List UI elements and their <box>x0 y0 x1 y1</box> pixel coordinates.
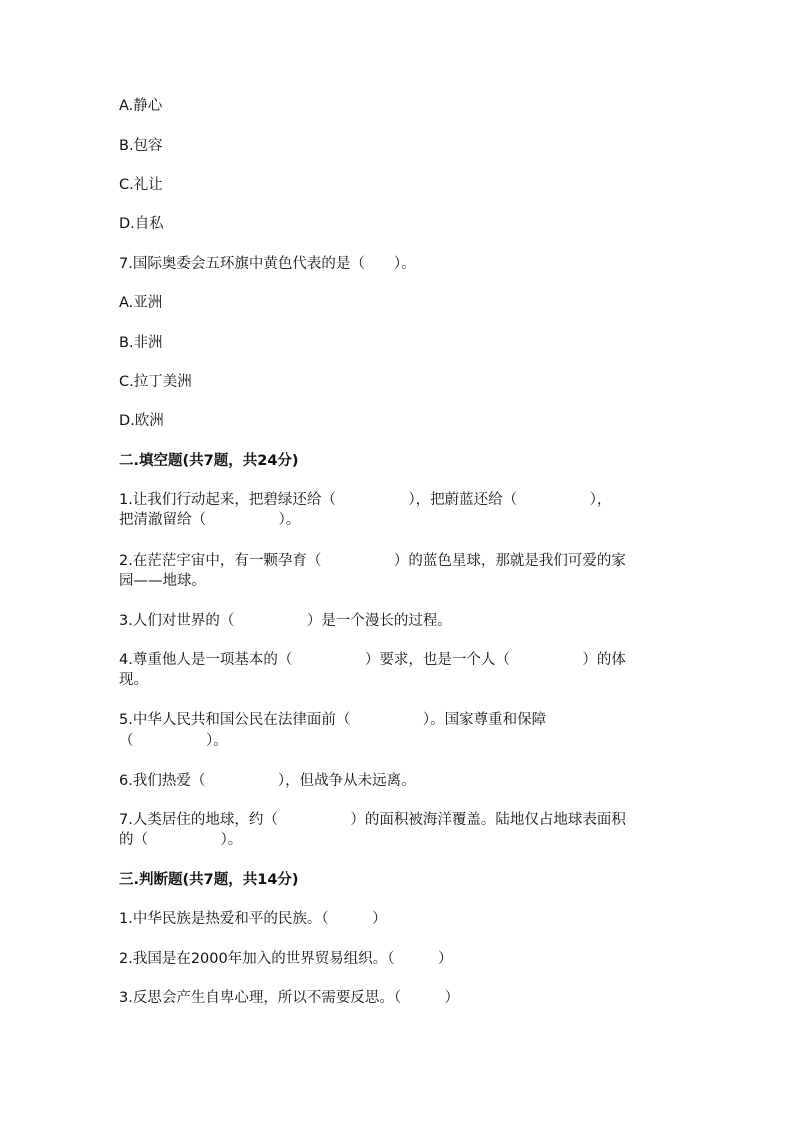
section-2-heading: 二.填空题(共7题，共24分) <box>119 453 299 469</box>
fill-q1-line1: 1.让我们行动起来，把碧绿还给（ ），把蔚蓝还给（ ）， <box>119 492 612 508</box>
fill-q7-line2: 的（ ）。 <box>119 832 243 848</box>
fill-q6-line1: 6.我们热爱（ ），但战争从未远离。 <box>119 773 416 789</box>
fill-q4-line2: 现。 <box>119 672 148 688</box>
option-q6-c: C.礼让 <box>119 177 163 193</box>
fill-q4-line1: 4.尊重他人是一项基本的（ ）要求，也是一个人（ ）的体 <box>119 652 626 668</box>
option-q6-b: B.包容 <box>119 138 163 154</box>
fill-q2-line2: 园——地球。 <box>119 573 206 589</box>
question-7-choice: 7.国际奥委会五环旗中黄色代表的是（ ）。 <box>119 256 416 272</box>
judge-q1: 1.中华民族是热爱和平的民族。（ ） <box>119 911 387 927</box>
judge-q3: 3.反思会产生自卑心理，所以不需要反思。（ ） <box>119 990 460 1006</box>
option-q6-d: D.自私 <box>119 216 164 232</box>
option-q7-c: C.拉丁美洲 <box>119 374 192 390</box>
fill-q7-line1: 7.人类居住的地球，约（ ）的面积被海洋覆盖。陆地仅占地球表面积 <box>119 812 626 828</box>
option-q7-a: A.亚洲 <box>119 295 163 311</box>
option-q6-a: A.静心 <box>119 98 163 114</box>
section-3-heading: 三.判断题(共7题，共14分) <box>119 872 299 888</box>
fill-q5-line2: （ ）。 <box>119 733 228 749</box>
fill-q2-line1: 2.在茫茫宇宙中，有一颗孕育（ ）的蓝色星球，那就是我们可爱的家 <box>119 553 626 569</box>
fill-q3-line1: 3.人们对世界的（ ）是一个漫长的过程。 <box>119 613 452 629</box>
fill-q5-line1: 5.中华人民共和国公民在法律面前（ ）。国家尊重和保障 <box>119 712 547 728</box>
option-q7-b: B.非洲 <box>119 335 163 351</box>
judge-q2: 2.我国是在2000年加入的世界贸易组织。（ ） <box>119 951 453 967</box>
option-q7-d: D.欧洲 <box>119 413 164 429</box>
fill-q1-line2: 把清澈留给（ ）。 <box>119 512 301 528</box>
